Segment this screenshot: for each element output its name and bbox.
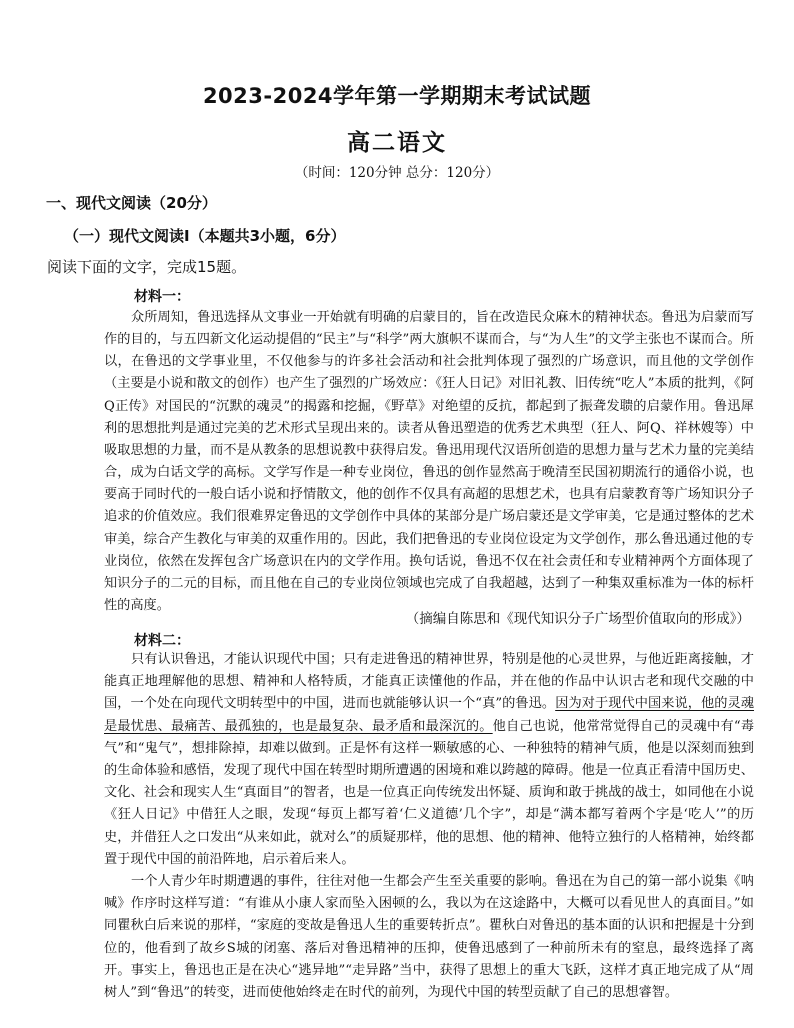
material1-source: （摘编自陈思和《现代知识分子广场型价值取向的形成》） bbox=[405, 611, 750, 627]
material2-text-after: 他自己也说，他常常觉得自己的灵魂中有“毒气”和“鬼气”，想排除掉，却难以做到。正是怀有这样一颗敏感的心、一种独特的精神气质，他是以深刻而独到的生命体验和感悟，发现了现代中国在转型时期所遭遇的困境和难以跨越的障碍。他是一位真正看清中国历史、文化、社会和现实人生“真面目”的智者，也是一位真正向传统发出怀疑、质询和敢于挑战的战士，如同他在小说《狂人日记》中借狂人之眼，发现“每页上都写着‘仁义道德’几个字”，却是“满本都写着两个字是‘吃人’”的历史，并借狂人之口发出“从来如此，就对么”的质疑那样，他的思想、他的精神、他特立独行的人格精神，始终都置于现代中国的前沿阵地，启示着后来人。 bbox=[104, 718, 755, 867]
material2-paragraph-1 bbox=[104, 649, 754, 871]
material2-text-before: 只有认识鲁迅，才能认识现代中国；只有走进鲁迅的精神世界，特别是他的心灵世界，与他近距离接触，才能真正地理解他的思想、精神和人格特质，才能真正读懂他的作品，并在他的作品中认识古老和现代交融的中国，一个处在向现代文明转型中的中国，进而也就能够认识一个“真”的鲁迅。 bbox=[104, 652, 754, 712]
instruction: 阅读下面的文字，完成15题。 bbox=[47, 258, 247, 276]
section-subheading: （一）现代文阅读Ⅰ（本题共3小题，6分） bbox=[64, 227, 346, 245]
material1-label: 材料一： bbox=[134, 289, 190, 305]
exam-title: 2023-2024学年第一学期期末考试试题 bbox=[202, 84, 592, 108]
material2-paragraph-2: 一个人青少年时期遭遇的事件，往往对他一生都会产生至关重要的影响。鲁迅在为自己的第一部小说集《呐喊》作序时这样写道：“有谁从小康人家而坠入困顿的么，我以为在这途路中，大概可以看见世人的真面目。”如同瞿秋白后来说的那样，“家庭的变故是鲁迅人生的重要转折点”。瞿秋白对鲁迅的基本面的认识和把握是十分到位的，他看到了故乡S城的闭塞、落后对鲁迅精神的压抑，使鲁迅感到了一种前所未有的窒息，最终选择了离开。事实上，鲁迅也正是在决心“逃异地”“走异路”当中，获得了思想上的重大飞跃，这样才真正地完成了从“周树人”到“鲁迅”的转变，进而使他始终走在时代的前列，为现代中国的转型贡献了自己的思想睿智。 bbox=[104, 874, 754, 1001]
section-heading: 一、现代文阅读（20分） bbox=[46, 194, 217, 212]
material1-paragraph: 众所周知，鲁迅选择从文事业一开始就有明确的启蒙目的，旨在改造民众麻木的精神状态。鲁迅为启蒙而写作的目的，与五四新文化运动提倡的“民主”与“科学”两大旗帜不谋而合，与“为人生”的文学主张也不谋而合。所以，在鲁迅的文学事业里，不仅他参与的许多社会活动和社会批判体现了强烈的广场意识，而且他的文学创作（主要是小说和散文的创作）也产生了强烈的广场效应：《狂人日记》对旧礼教、旧传统“吃人”本质的批判，《阿Q正传》对国民的“沉默的魂灵”的揭露和挖掘，《野草》对绝望的反抗，都起到了振聋发聩的启蒙作用。鲁迅犀利的思想批判是通过完美的艺术形式呈现出来的。读者从鲁迅塑造的优秀艺术典型（狂人、阿Q、祥林嫂等）中吸取思想的力量，而不是从教条的思想说教中获得启发。鲁迅用现代汉语所创造的思想力量与艺术力量的完美结合，成为白话文学的高标。文学写作是一种专业岗位，鲁迅的创作显然高于晚清至民国初期流行的通俗小说，也要高于同时代的一般白话小说和抒情散文，他的创作不仅具有高超的思想艺术，也具有启蒙教育等广场知识分子追求的价值效应。我们很难界定鲁迅的文学创作中具体的某部分是广场启蒙还是文学审美，它是通过整体的艺术审美，综合产生教化与审美的双重作用的。因此，我们把鲁迅的专业岗位设定为文学创作，那么鲁迅通过他的专业岗位，依然在发挥包含广场意识在内的文学作用。换句话说，鲁迅不仅在社会责任和专业精神两个方面体现了知识分子的二元的目标，而且他在自己的专业岗位领域也完成了自我超越，达到了一种集双重标准为一体的标杆性的高度。 bbox=[104, 310, 754, 614]
material2-label: 材料二： bbox=[134, 633, 190, 649]
exam-subject: 高二语文 bbox=[347, 130, 447, 156]
material2-underlined-sentence: 因为对于现代中国来说，他的灵魂是最忧患、最痛苦、最孤独的，也是最复杂、最矛盾和最深沉的。 bbox=[104, 696, 755, 734]
exam-info: （时间：120分钟 总分：120分） bbox=[294, 165, 500, 181]
